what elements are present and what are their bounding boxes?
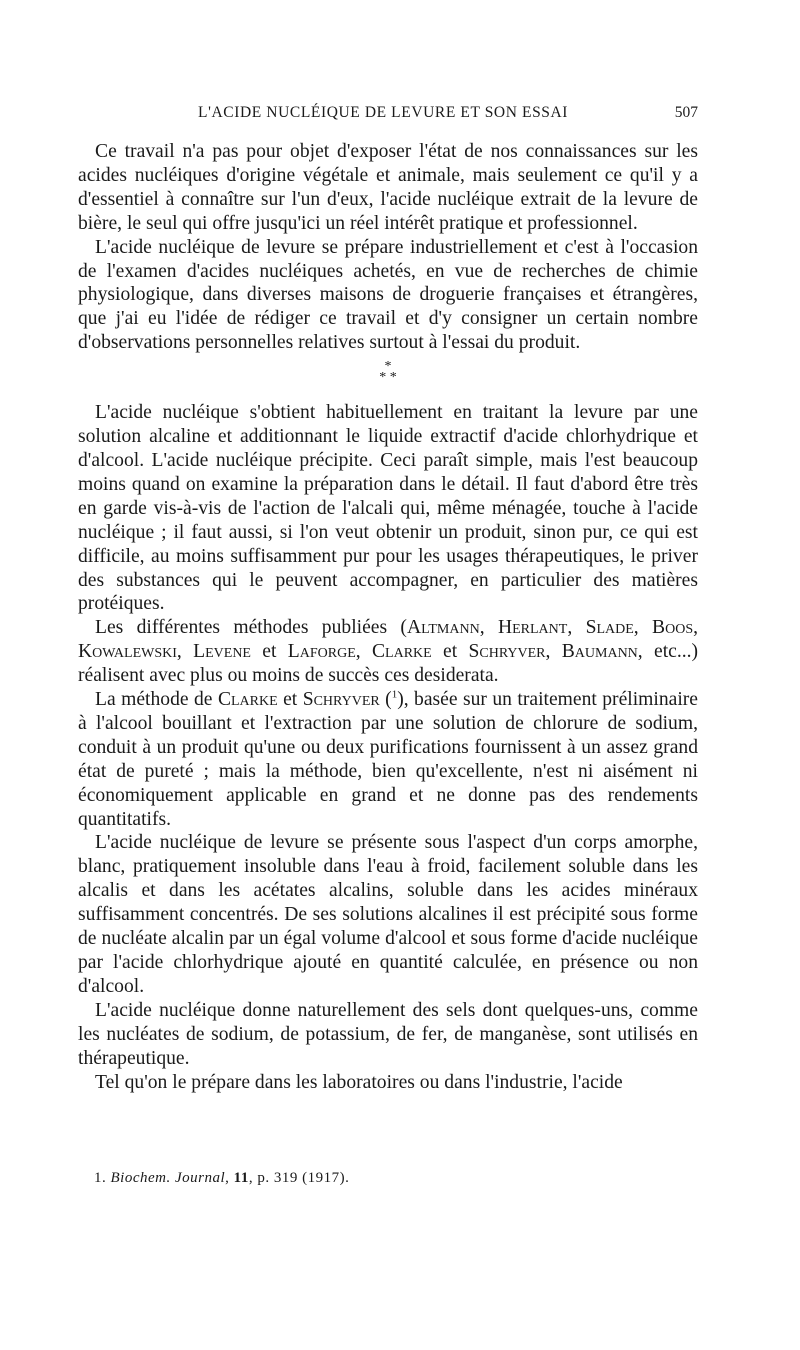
author-baumann: Baumann [561,641,638,663]
footnote-reference: 1 [391,688,398,701]
ref-close: ) [397,689,404,711]
paragraph-4 [78,616,698,688]
separator: , [567,617,586,639]
separator: , [355,641,372,663]
paragraph-5 [78,688,698,831]
author-clarke: Clarke [371,641,432,663]
running-header [78,104,698,128]
paragraph-2: L'acide nucléique de levure se prépare industriellement et c'est à l'occasion de l'examen d'acides nucléiques achetés, en vue de recherches de chimie physiologique, dans diverses maisons de droguerie françaises et étrangères, que j'ai eu l'idée de rédiger ce travail et d'y consigner un certain nombre d'observations personnelles relatives surtout à l'essai du produit. [78,236,698,354]
footnote [94,1170,349,1187]
page-number: 507 [674,104,698,121]
paragraph-5-text-c: , basée sur un traitement préliminaire à l'alcool bouillant et l'extraction par une solution de chlorure de sodium, conduit à un produit qu'une ou deux purifications fournissent à un assez grand état de pureté ; mais la méthode, bien qu'excellente, n'est ni aisément ni économiquement applicable en grand et ne donne pas des rendements quantitatifs. [78,689,699,830]
paragraph-8: Tel qu'on le prépare dans les laboratoires ou dans l'industrie, l'acide [95,1071,623,1093]
author-slade: Slade [585,617,634,639]
footnote-separator: , [225,1170,234,1186]
paragraph-7: L'acide nucléique donne naturellement des sels dont quelques-uns, comme les nucléates de sodium, de potassium, de fer, de manganèse, sont utilisés en thérapeutique. [78,999,698,1069]
author-levene: Levene [193,641,251,663]
paragraph-5-text-b: et [277,689,303,711]
separator: et [251,641,288,663]
separator: , [176,641,194,663]
paragraph-4-text-end: , etc...) réalisent avec plus ou moins de succès ces desiderata. [78,641,699,687]
running-title: L'ACIDE NUCLÉIQUE DE LEVURE ET SON ESSAI [198,104,569,121]
author-schryver: Schryver [468,641,546,663]
asterism-separator [78,355,698,401]
author-boos: Boos [652,617,694,639]
author-clarke: Clarke [217,689,278,711]
separator: , [545,641,562,663]
footnote-volume: 11 [233,1170,249,1186]
asterism-bottom: * * [379,370,397,386]
paragraph-5-text-a: La méthode de [95,689,218,711]
paragraph-1: Ce travail n'a pas pour objet d'exposer l'état de nos connaissances sur les acides nucléiques d'origine végétale et animale, mais seulement ce qu'il y a d'essentiel à connaître sur l'un d'eux, l'acide nucléique extrait de la levure de bière, le seul qui offre jusqu'ici un réel intérêt pratique et professionnel. [78,141,698,234]
paragraph-4-text-a: Les différentes méthodes publiées ( [95,617,407,639]
footnote-pages: , p. 319 (1917). [248,1170,350,1186]
separator: , [479,617,498,639]
asterism-top: * [384,359,392,375]
author-laforge: Laforge [287,641,356,663]
separator: , [693,617,699,639]
body-text [78,140,698,1094]
author-herlant: Herlant [497,617,568,639]
footnote-number: 1. [94,1170,111,1186]
paragraph-3: L'acide nucléique s'obtient habituellement en traitant la levure par une solution alcaline et additionnant le liquide extractif d'acide chlorhydrique et d'alcool. L'acide nucléique précipite. Ceci paraît simple, mais l'est beaucoup moins quand on examine la préparation dans le détail. Il faut d'abord être très en garde vis-à-vis de l'action de l'alcali qui, même ménagée, touche à l'acide nucléique ; il faut aussi, si l'on veut obtenir un produit, sinon pur, ce qui est difficile, au moins suffisamment pur pour les usages thérapeutiques, le priver des substances qui le peuvent accompagner, en particulier des matières protéiques. [78,402,698,615]
author-kowalewski: Kowalewski [78,641,177,663]
footnote-journal: Biochem. Journal [110,1170,226,1186]
ref-open: ( [379,689,392,711]
paragraph-6: L'acide nucléique de levure se présente sous l'aspect d'un corps amorphe, blanc, pratiquement insoluble dans l'eau à froid, facilement soluble dans les alcalis et dans les acétates alcalins, soluble dans les acides minéraux suffisamment concentrés. De ses solutions alcalines il est précipité sous forme de nucléate alcalin par un égal volume d'alcool et sous forme d'acide nucléique par l'acide chlorhydrique ajouté en quantité calculée, en présence ou non d'alcool. [78,832,698,997]
author-altmann: Altmann [406,617,480,639]
author-schryver: Schryver [302,689,380,711]
separator: , [633,617,653,639]
separator: et [431,641,469,663]
